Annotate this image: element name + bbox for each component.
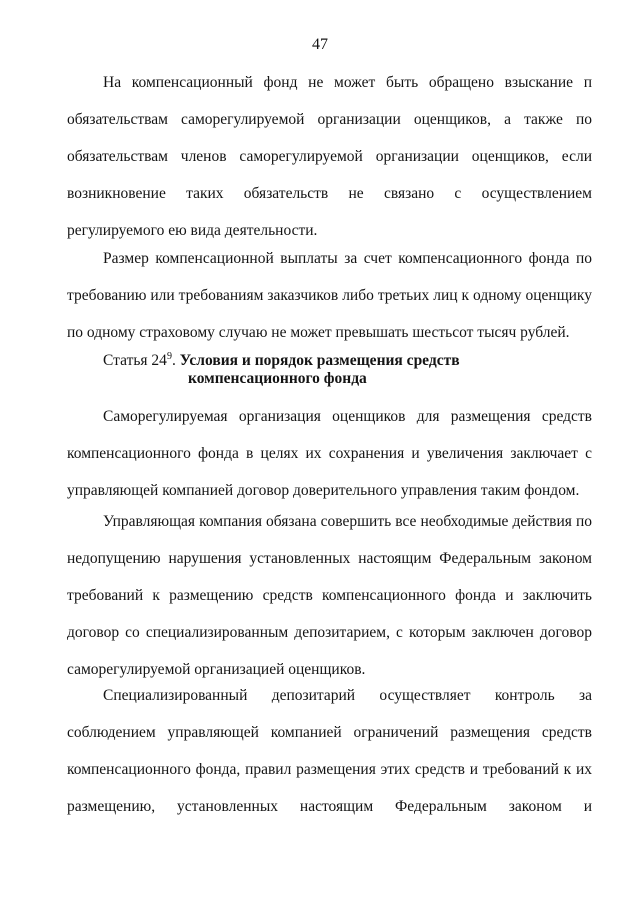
paragraph-management-company-duties: Управляющая компания обязана совершить все необходимые действия по недопущению нарушения установленных настоящим Федеральным законом требований к размещению средств компенсационного фонда и заключить договор со специализированным депозитарием, с которым заключен договор саморегулируемой организацией оценщиков. — [67, 513, 592, 678]
paragraph-depositary-control: Специализированный депозитарий осуществляет контроль за соблюдением управляющей компанией ограничений размещения средств компенсационного фонда, правил размещения этих средств и требований к их размещению, установленных настоящим Федеральным законом и — [67, 687, 592, 815]
article-title-line-2: компенсационного фонда — [188, 370, 367, 387]
page-number: 47 — [312, 36, 328, 53]
paragraph-compensation-fund-recovery: На компенсационный фонд не может быть обращено взыскание п обязательствам саморегулируемой организации оценщиков, а также по обязательствам членов саморегулируемой организации оценщиков, если возникновение таких обязательств не связано с осуществлением регулируемого ею вида деятельности. — [67, 74, 592, 239]
article-title-line-1: Условия и порядок размещения средств — [179, 352, 460, 369]
paragraph-fund-placement-agreement: Саморегулируемая организация оценщиков для размещения средств компенсационного фонда в целях их сохранения и увеличения заключает с управляющей компанией договор доверительного управления таким фондом. — [67, 408, 592, 499]
paragraph-compensation-payment-limit: Размер компенсационной выплаты за счет компенсационного фонда по требованию или требованиям заказчиков либо третьих лиц к одному оценщику по одному страховому случаю не может превышать шестьсот тысяч рублей. — [67, 250, 592, 341]
article-number: Статья $24^9$. — [103, 350, 176, 369]
article-heading — [103, 352, 460, 388]
